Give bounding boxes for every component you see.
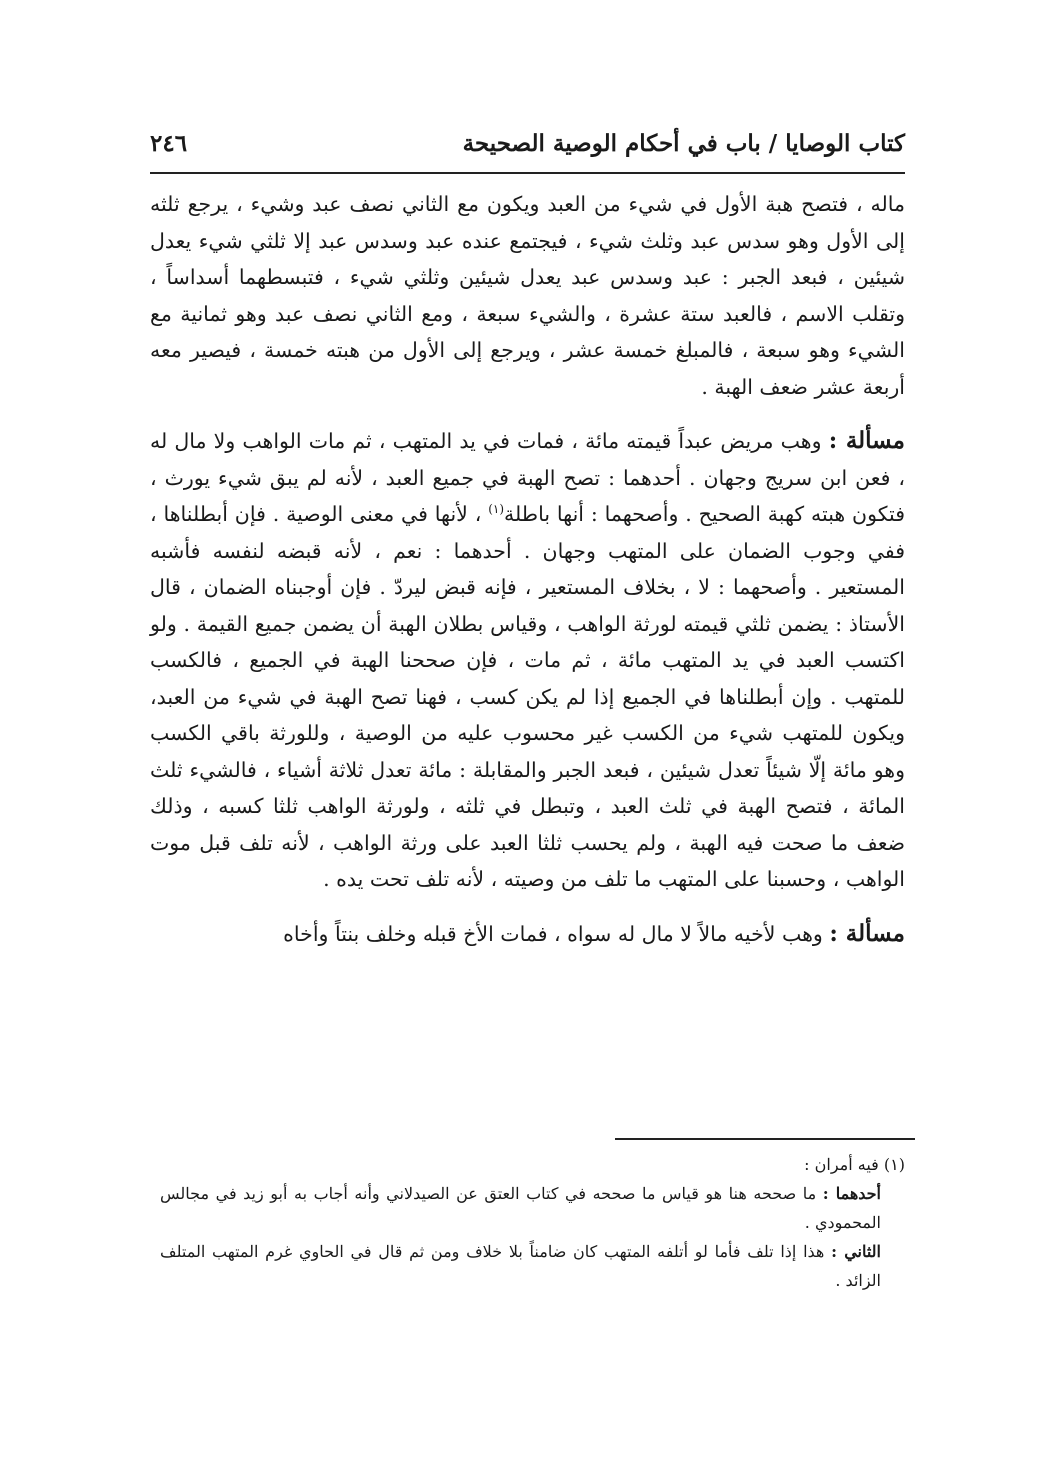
header-divider: [150, 172, 905, 174]
footnotes: [160, 1150, 905, 1295]
chapter-title: كتاب الوصايا / باب في أحكام الوصية الصحيحة: [462, 130, 905, 157]
footnote-1-intro: [160, 1150, 905, 1179]
paragraph-2-text-a: وهب مريض عبداً قيمته مائة ، فمات في يد المتهب ، ثم مات الواهب ولا مال له ، فعن ابن سريج وجهان . أحدهما : تصح الهبة في جميع العبد ، لأنه لم يبق شيء يورث ، فتكون هبته كهبة الصحيح . وأصحهما : أنها باطلة: [150, 429, 905, 526]
footnote-item-text: ما صححه هنا هو قياس ما صححه في كتاب العتق عن الصيدلاني وأنه أجاب به أبو زيد في مجالس المحمودي .: [160, 1184, 881, 1232]
issue-heading: مسألة :: [829, 919, 905, 947]
paragraph-3: [150, 916, 905, 953]
footnote-item-label: الثاني :: [831, 1242, 882, 1261]
footnote-divider: [615, 1138, 915, 1140]
paragraph-3-text: وهب لأخيه مالاً لا مال له سواه ، فمات الأخ قبله وخلف بنتاً وأخاه: [283, 921, 830, 946]
paragraph-2: [150, 423, 905, 898]
main-text: [150, 186, 905, 952]
paragraph-2-text-b: ، لأنها في معنى الوصية . فإن أبطلناها ، ففي وجوب الضمان على المتهب وجهان . أحدهما : نعم ، لأنه قبضه لنفسه فأشبه المستعير . وأصحهما : لا ، بخلاف المستعير ، فإنه قبض ليردّ . فإن أوجبناه الضمان ، قال الأستاذ : يضمن ثلثي قيمته لورثة الواهب ، وقياس بطلان الهبة أن يضمن جميع القيمة . ولو اكتسب العبد في يد المتهب مائة ، ثم مات ، فإن صححنا الهبة في الجميع ، فالكسب للمتهب . وإن أبطلناها في الجميع إذا لم يكن كسب ، فهنا تصح الهبة في شيء من العبد، ويكون للمتهب شيء من الكسب غير محسوب عليه من الوصية ، وللورثة باقي الكسب وهو مائة إلّا شيئاً تعدل شيئين ، فبعد الجبر والمقابلة : مائة تعدل ثلاثة أشياء ، فالشيء ثلث المائة ، فتصح الهبة في ثلث العبد ، وتبطل في ثلثه ، ولورثة الواهب ثلثا كسبه ، وذلك ضعف ما صحت فيه الهبة ، ولم يحسب ثلثا العبد على ورثة الواهب ، لأنه تلف قبل موت الواهب ، وحسبنا على المتهب ما تلف من وصيته ، لأنه تلف تحت يده .: [150, 502, 905, 891]
issue-heading: مسألة :: [828, 427, 906, 454]
page-number: ٢٤٦: [150, 130, 188, 157]
footnote-1-item-b: [160, 1237, 905, 1295]
paragraph-1: ماله ، فتصح هبة الأول في شيء من العبد ويكون مع الثاني نصف عبد وشيء ، يرجع ثلثه إلى الأول وهو سدس عبد وثلث شيء ، فيجتمع عنده عبد وسدس عبد إلا ثلثي شيء يعدل شيئين ، فبعد الجبر : عبد وسدس عبد يعدل شيئين وثلثي شيء ، فتبسطهما أسداساً ، وتقلب الاسم ، فالعبد ستة عشرة ، والشيء سبعة ، ومع الثاني نصف عبد وهو ثمانية مع الشيء وهو سبعة ، فالمبلغ خمسة عشر ، ويرجع إلى الأول من هبته خمسة ، فيصير معه أربعة عشر ضعف الهبة .: [150, 192, 905, 399]
footnote-1-item-a: [160, 1179, 905, 1237]
footnote-reference[interactable]: (١): [488, 502, 505, 517]
running-header: [150, 126, 905, 166]
footnote-intro-text: فيه أمران :: [804, 1155, 879, 1174]
footnote-item-label: أحدهما :: [822, 1184, 881, 1203]
footnote-item-text: هذا إذا تلف فأما لو أتلفه المتهب كان ضامناً بلا خلاف ومن ثم قال في الحاوي غرم المتهب المتلف الزائد .: [160, 1242, 881, 1290]
footnote-marker: (١): [883, 1155, 905, 1174]
